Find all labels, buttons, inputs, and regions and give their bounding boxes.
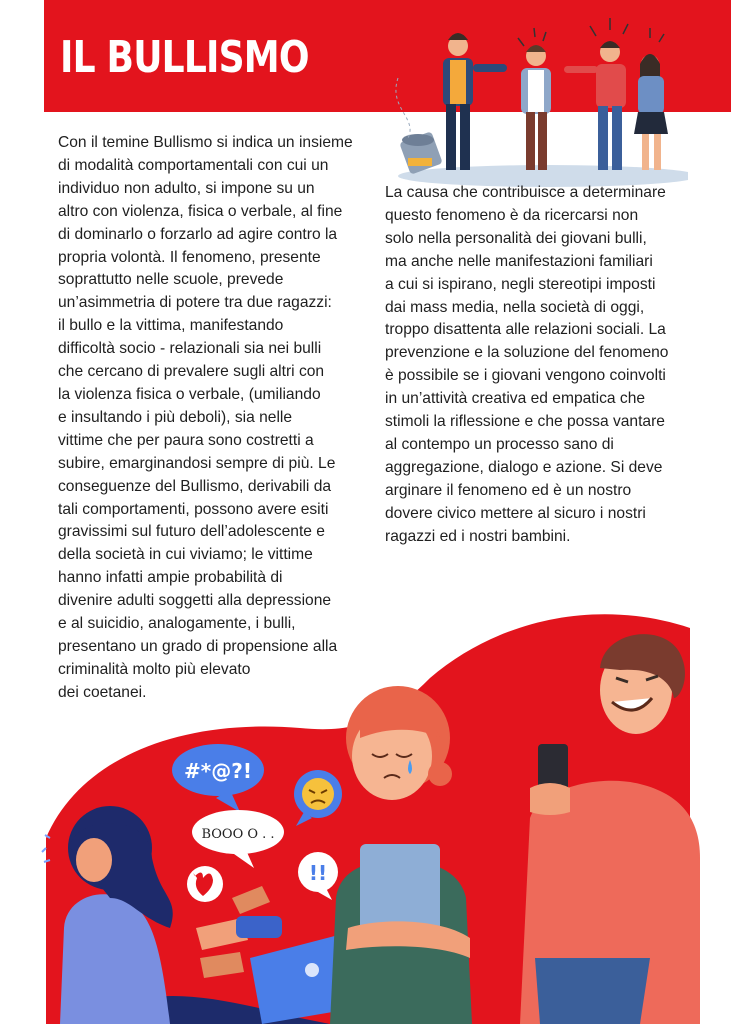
paragraph-line: arginare il fenomeno ed è un nostro bbox=[385, 481, 632, 499]
paragraph-line: della società in cui viviamo; le vittime bbox=[58, 546, 313, 564]
paragraph-line: prevenzione e la soluzione del fenomeno bbox=[385, 344, 669, 362]
trash-can-icon bbox=[399, 131, 443, 175]
paragraph-line: conseguenze del Bullismo, derivabili da bbox=[58, 477, 332, 495]
paragraph-line: Con il temine Bullismo si indica un insieme bbox=[58, 134, 353, 151]
bully-figure-girl bbox=[634, 28, 668, 170]
paragraph-line: è possibile se i giovani vengono coinvolti bbox=[385, 367, 666, 385]
paragraph-line: e al suicidio, analogamente, i bulli, bbox=[58, 615, 296, 633]
paragraph-line: propria volontà. Il fenomeno, presente bbox=[58, 248, 321, 266]
paragraph-line: dei coetanei. bbox=[58, 683, 147, 701]
paragraph-line: vittime che per paura sono costretti a bbox=[58, 431, 314, 449]
paragraph-line: troppo disattenta alle relazioni sociali. La bbox=[385, 321, 666, 339]
bubble-exclaim-text: !! bbox=[308, 861, 328, 885]
paragraph-line: di modalità comportamentali con cui un bbox=[58, 156, 329, 174]
paragraph-line: di dominarlo o forzarlo ad agire contro la bbox=[58, 225, 338, 243]
paragraph-line: che cercano di prevalere sugli altri con bbox=[58, 363, 325, 381]
paragraph-line: il bullo e la vittima, manifestando bbox=[58, 317, 284, 335]
paragraph-line: al contempo un processo sano di bbox=[385, 435, 614, 453]
paragraph-line: stimoli la riflessione e che possa vantare bbox=[385, 413, 665, 431]
bubble-symbols-text: #*@?! bbox=[184, 759, 252, 783]
page-title: IL BULLISMO bbox=[60, 32, 309, 83]
bullies-group-illustration bbox=[388, 8, 688, 193]
paragraph-line: La causa che contribuisce a determinare bbox=[385, 184, 666, 201]
paragraph-line: subire, emarginandosi sempre di più. Le bbox=[58, 454, 336, 472]
bully-figure-left bbox=[443, 33, 507, 170]
paragraph-line: criminalità molto più elevato bbox=[58, 660, 251, 678]
paragraph-line: tali comportamenti, possono avere esiti bbox=[58, 500, 329, 518]
bubble-boo-text: BOOO O . . bbox=[201, 827, 275, 842]
paragraph-line: hanno infatti ampie probabilità di bbox=[58, 569, 283, 587]
paragraph-line: presentano un grado di propensione alla bbox=[58, 637, 338, 655]
victim-figure bbox=[518, 28, 551, 170]
paragraph-line: gravissimi sul futuro dell’adolescente e bbox=[58, 523, 325, 541]
paragraph-line: aggregazione, dialogo e azione. Si deve bbox=[385, 458, 663, 476]
paragraph-line: difficoltà socio - relazionali sia nei bulli bbox=[58, 340, 322, 358]
paragraph-line: in un’attività creativa ed empatica che bbox=[385, 390, 646, 408]
paragraph-line: dai mass media, nella società di oggi, bbox=[385, 298, 645, 316]
paragraph-line: questo fenomeno è da ricercarsi non bbox=[385, 206, 639, 224]
paragraph-line: un’asimmetria di potere tra due ragazzi: bbox=[58, 294, 332, 312]
paragraph-line: la violenza fisica o verbale, (umiliando bbox=[58, 385, 321, 403]
right-text-column bbox=[385, 182, 691, 549]
paragraph-line: altro con violenza, fisica o verbale, al fine bbox=[58, 202, 343, 220]
bully-figure-right bbox=[564, 18, 628, 170]
angry-face-icon bbox=[302, 778, 334, 810]
left-text-column bbox=[58, 132, 364, 705]
paragraph-line: dovere civico mettere al sicuro i nostri bbox=[385, 504, 646, 522]
heartbreak-bubble bbox=[187, 866, 223, 902]
paragraph-line: solo nella personalità dei giovani bulli, bbox=[385, 229, 647, 247]
paragraph-line: e insultando i più deboli), sia nelle bbox=[58, 408, 293, 426]
paragraph-line: a cui si ispirano, negli stereotipi imposti bbox=[385, 275, 656, 293]
paragraph-line: soprattutto nelle scuole, prevede bbox=[58, 271, 284, 289]
paragraph-line: ma anche nelle manifestazioni familiari bbox=[385, 252, 653, 270]
notebook-icon bbox=[360, 844, 440, 934]
paragraph-line: divenire adulti soggetti alla depressione bbox=[58, 592, 332, 610]
paragraph-line: individuo non adulto, si impone su un bbox=[58, 179, 315, 197]
paragraph-line: ragazzi ed i nostri bambini. bbox=[385, 527, 571, 545]
